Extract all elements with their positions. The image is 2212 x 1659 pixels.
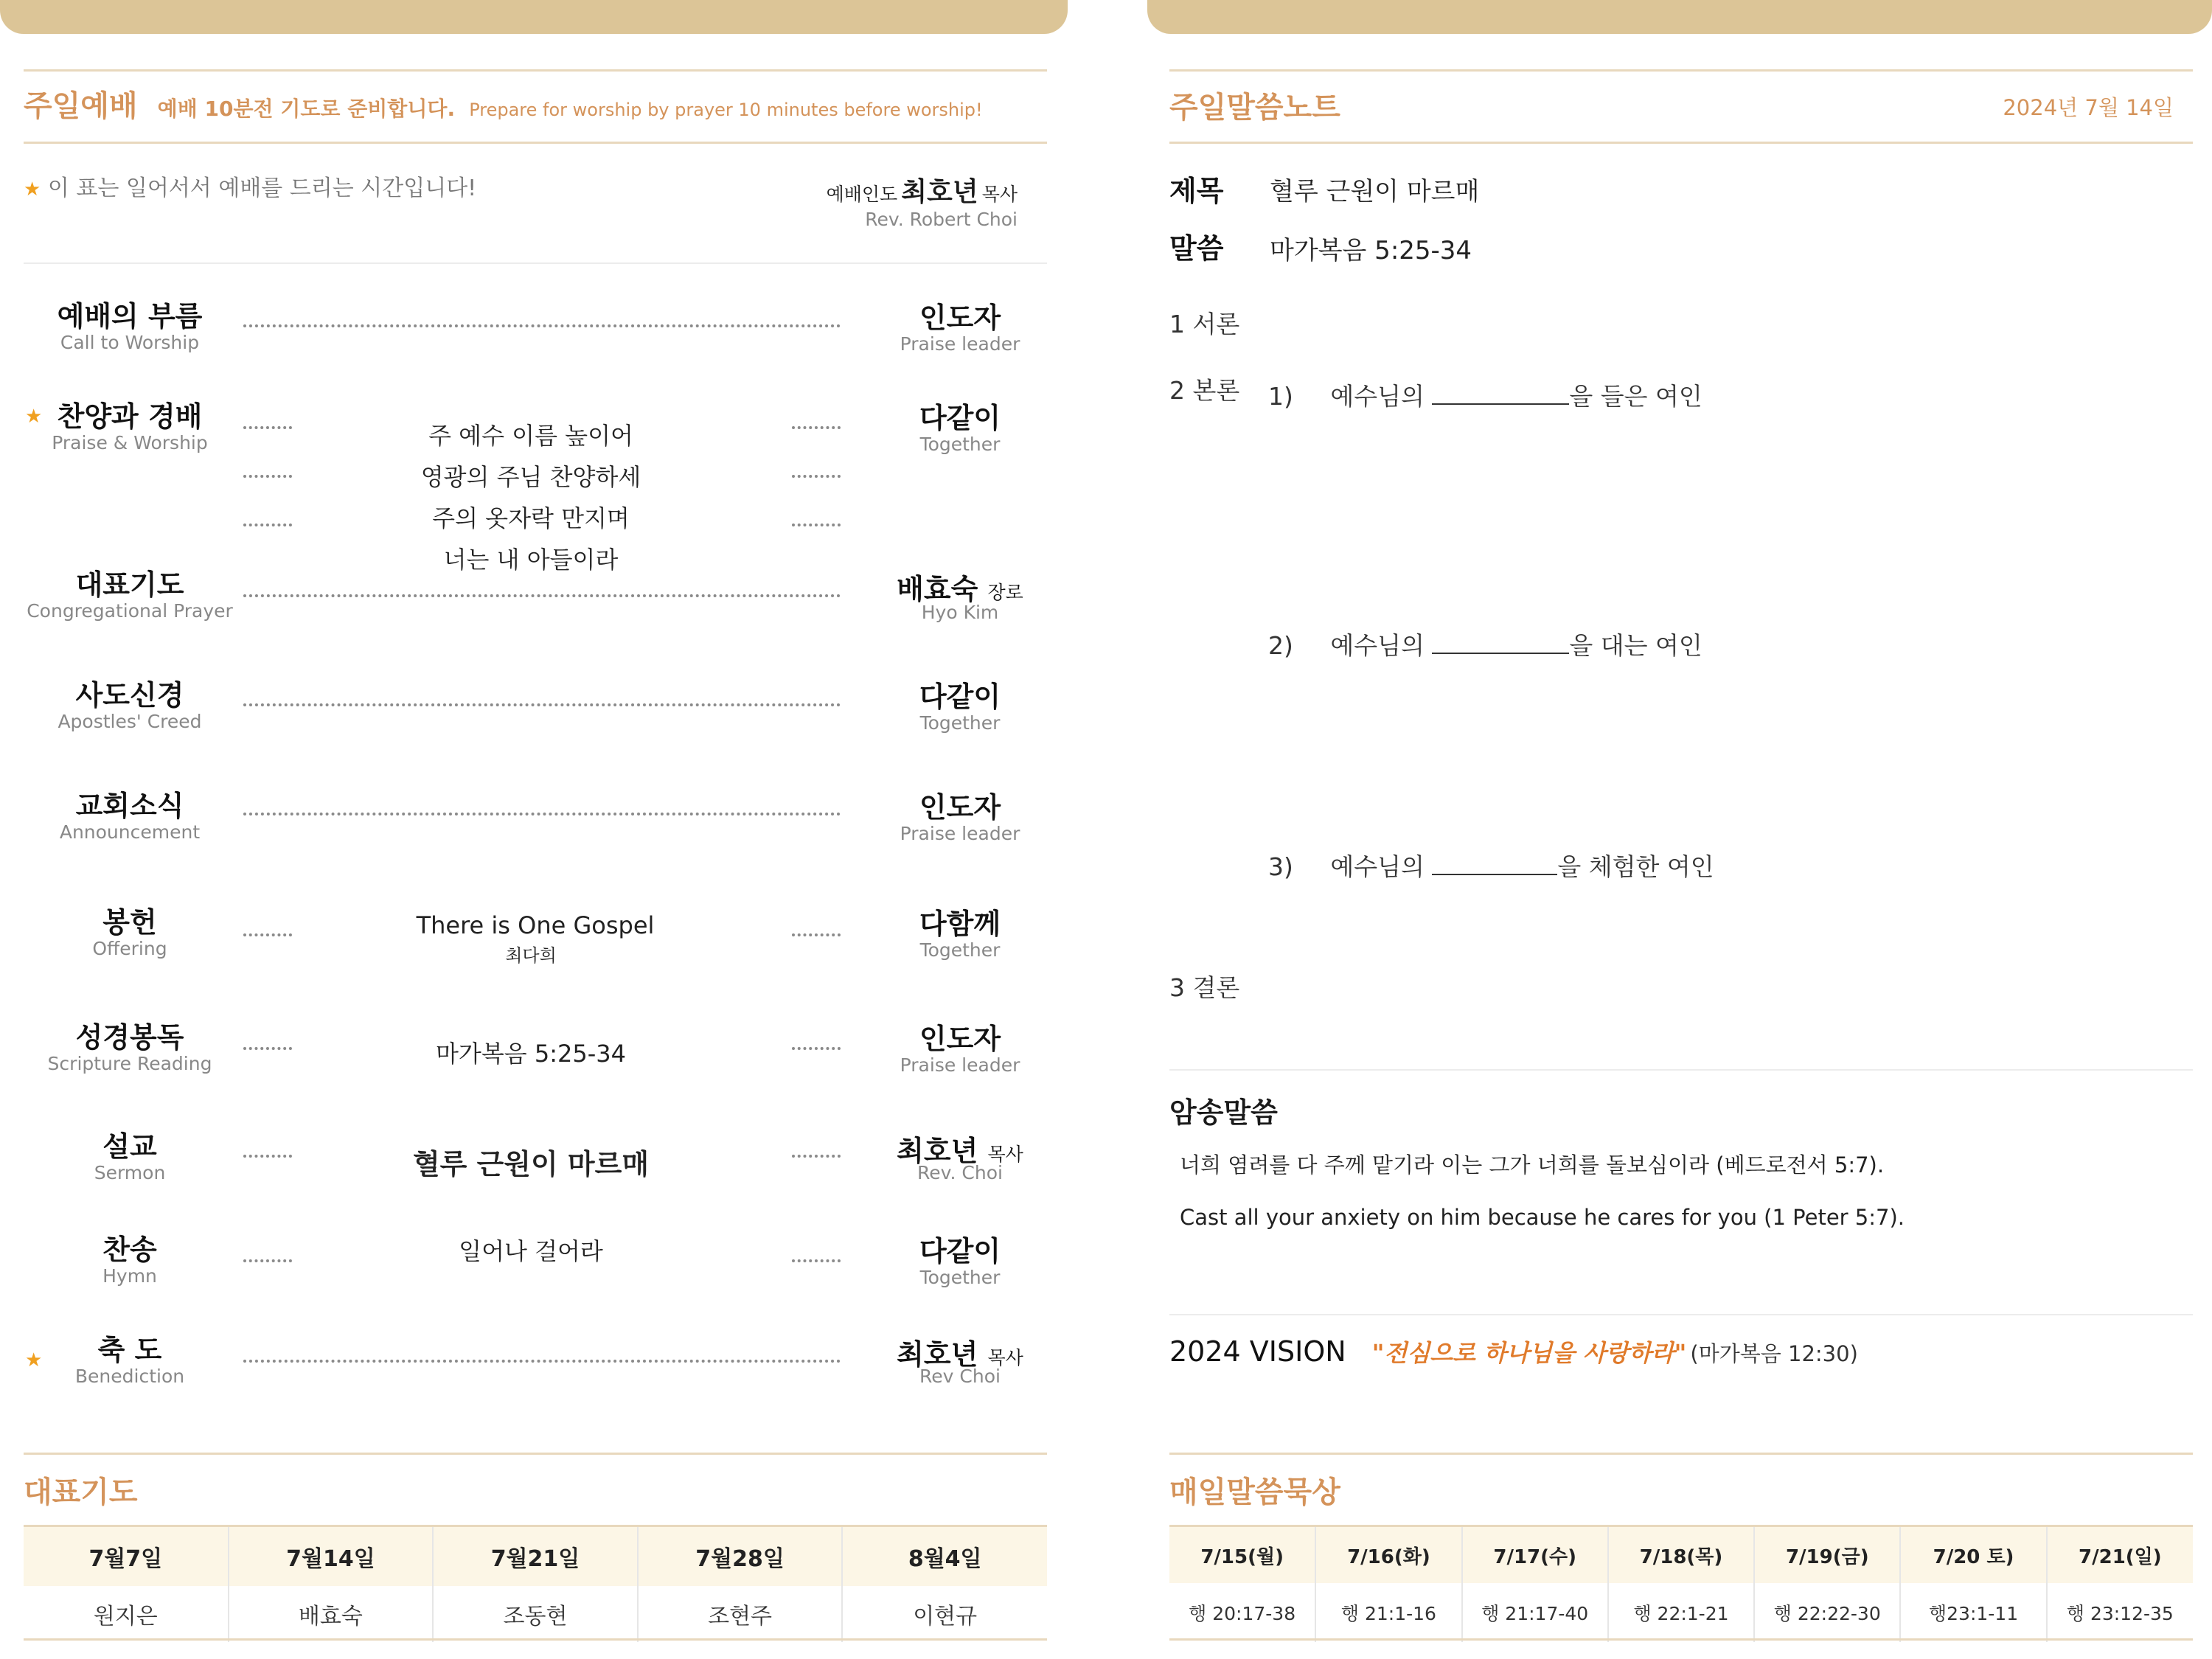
order-right-eng: Together <box>919 434 1001 455</box>
order-kor: 대표기도 <box>75 568 184 601</box>
order-kor: 설교 <box>102 1130 157 1163</box>
right-top-tab <box>1147 0 2212 34</box>
dot-leader <box>243 703 841 706</box>
table-cell: 배효숙 <box>229 1586 434 1642</box>
order-kor: 찬양과 경배 <box>57 400 203 433</box>
table-cell: 7/17(수) <box>1462 1527 1608 1583</box>
dot-leader <box>792 933 841 936</box>
table-cell: 7/19(금) <box>1754 1527 1900 1583</box>
worship-header <box>24 83 983 125</box>
order-right <box>879 566 1041 607</box>
order-right-eng: Praise leader <box>900 823 1020 844</box>
divider <box>1169 142 2193 144</box>
order-right: 다같이 <box>919 402 1001 434</box>
table-cell: 행 21:1-16 <box>1315 1583 1461 1642</box>
order-kor: 봉헌 <box>102 906 157 939</box>
table-cell: 7월28일 <box>638 1527 843 1586</box>
order-right: 인도자 <box>919 302 1001 334</box>
dot-leader <box>243 324 841 327</box>
scripture-label: 말씀 <box>1169 232 1224 265</box>
order-eng: Hymn <box>102 1265 157 1287</box>
item-number: 1) <box>1268 382 1293 411</box>
dot-leader <box>792 1155 841 1158</box>
star-icon: ★ <box>24 178 41 201</box>
table-cell: 7월7일 <box>24 1527 229 1586</box>
right-title: 목사 <box>987 1347 1023 1368</box>
divider <box>1169 1069 2193 1071</box>
item-before: 예수님의 <box>1330 852 1425 881</box>
prayer-schedule-table <box>24 1527 1047 1642</box>
order-right-eng: Praise leader <box>900 333 1020 355</box>
table-cell: 이현규 <box>913 1604 978 1630</box>
order-kor: 찬송 <box>102 1234 157 1266</box>
song-title: 주의 옷자락 만지며 <box>432 504 630 532</box>
worship-subtitle: 예배 10분전 기도로 준비합니다. <box>157 97 456 121</box>
table-cell: 행 22:22-30 <box>1754 1583 1900 1642</box>
order-kor: 축 도 <box>97 1334 162 1366</box>
order-eng: Apostles' Creed <box>58 711 202 732</box>
dot-leader <box>243 524 292 526</box>
dot-leader <box>792 475 841 478</box>
dot-leader <box>243 594 841 597</box>
standing-note-text: 이 표는 일어서서 예배를 드리는 시간입니다! <box>47 175 477 201</box>
memory-verse-english: Cast all your anxiety on him because he cares for you (1 Peter 5:7). <box>1180 1205 1905 1230</box>
scripture-value: 마가복음 5:25-34 <box>1270 236 1472 265</box>
divider <box>1169 1638 2193 1641</box>
table-row <box>24 1586 1047 1642</box>
memory-verse-korean: 너희 염려를 다 주께 맡기라 이는 그가 너희를 돌보심이라 (베드로전서 5:7). <box>1180 1152 1885 1178</box>
order-right-eng: Rev Choi <box>919 1366 1001 1387</box>
order-right-eng: Rev. Choi <box>917 1162 1003 1183</box>
order-eng: Congregational Prayer <box>27 600 233 622</box>
table-cell: 행 22:1-21 <box>1608 1583 1754 1642</box>
vision-reference: (마가복음 12:30) <box>1690 1341 1858 1366</box>
star-icon: ★ <box>25 1349 43 1371</box>
scripture-reference: 마가복음 5:25-34 <box>436 1040 626 1068</box>
order-eng: Call to Worship <box>60 332 200 353</box>
dot-leader <box>243 1360 841 1363</box>
table-cell: 조동현 <box>433 1586 638 1642</box>
left-top-tab <box>0 0 1068 34</box>
divider <box>24 142 1047 144</box>
dot-leader <box>792 426 841 429</box>
item-after: 을 체험한 여인 <box>1557 852 1714 881</box>
order-right-eng: Together <box>919 1267 1001 1288</box>
item-after: 을 대는 여인 <box>1569 631 1703 660</box>
order-eng: Scripture Reading <box>47 1053 212 1074</box>
order-eng: Benediction <box>74 1366 185 1387</box>
item-number: 3) <box>1268 852 1293 881</box>
song-title: 주 예수 이름 높이어 <box>428 422 633 450</box>
sermon-title: 혈루 근원이 마르매 <box>412 1148 650 1180</box>
outline-body: 2 본론 <box>1169 376 1240 405</box>
order-eng: Offering <box>92 938 167 959</box>
dot-leader <box>792 1047 841 1050</box>
table-header-row <box>24 1527 1047 1586</box>
order-right: 다함께 <box>919 908 1001 940</box>
offering-song: There is One Gospel <box>416 911 655 939</box>
outline-item <box>1268 627 1703 661</box>
divider <box>1169 1453 2193 1455</box>
divider <box>24 1453 1047 1455</box>
order-right: 다같이 <box>919 681 1001 713</box>
order-kor: 사도신경 <box>75 679 184 712</box>
order-right: 다같이 <box>919 1235 1001 1267</box>
fill-in-blank <box>1432 852 1557 875</box>
outline-item <box>1268 378 1703 412</box>
table-cell: 7/15(월) <box>1169 1527 1315 1583</box>
worship-leader <box>827 171 1018 230</box>
order-eng: Announcement <box>59 821 201 843</box>
leader-eng: Rev. Robert Choi <box>865 209 1018 230</box>
right-title: 목사 <box>987 1144 1023 1165</box>
table-cell: 7월21일 <box>433 1527 638 1586</box>
item-before: 예수님의 <box>1330 631 1425 660</box>
order-right-eng: Praise leader <box>900 1054 1020 1076</box>
table-cell: 7/18(목) <box>1608 1527 1754 1583</box>
dot-leader <box>243 426 292 429</box>
table-cell: 7/16(화) <box>1315 1527 1461 1583</box>
leader-role: 예배인도 <box>826 184 898 205</box>
divider <box>24 1638 1047 1641</box>
subject-label: 제목 <box>1169 175 1224 207</box>
song-title: 너는 내 아들이라 <box>443 546 619 574</box>
offering-performer: 최다희 <box>505 945 557 966</box>
table-header-row <box>1169 1527 2193 1583</box>
item-after: 을 들은 여인 <box>1569 382 1703 411</box>
leader-name: 최호년 <box>901 177 978 207</box>
order-kor: 성경봉독 <box>75 1021 184 1054</box>
dot-leader <box>243 1155 292 1158</box>
vision-quote: "전심으로 하나님을 사랑하라" <box>1371 1339 1687 1367</box>
right-title: 장로 <box>987 582 1023 603</box>
table-cell: 조현주 <box>638 1586 843 1642</box>
notes-title: 주일말씀노트 <box>1169 91 1340 125</box>
table-cell: 행23:1-11 <box>1900 1583 2046 1642</box>
dot-leader <box>243 933 292 936</box>
right-name: 배효숙 <box>897 573 978 605</box>
table-cell: 8월4일 <box>842 1527 1047 1586</box>
item-number: 2) <box>1268 631 1293 660</box>
song-title: 영광의 주님 찬양하세 <box>420 463 641 491</box>
table-cell: 원지은 <box>24 1586 229 1642</box>
table-cell: 7월14일 <box>229 1527 434 1586</box>
standing-note <box>24 170 476 202</box>
item-before: 예수님의 <box>1330 382 1425 411</box>
vision-statement <box>1169 1335 1858 1368</box>
fill-in-blank <box>1432 630 1569 654</box>
order-eng: Praise & Worship <box>52 432 208 453</box>
leader-title: 목사 <box>981 184 1018 205</box>
dot-leader <box>243 1047 292 1050</box>
order-right-eng: Together <box>919 939 1001 961</box>
outline-conclusion: 3 결론 <box>1169 973 1240 1002</box>
divider <box>24 69 1047 72</box>
order-kor: 예배의 부름 <box>57 300 203 333</box>
memory-verse-title: 암송말씀 <box>1169 1096 1278 1129</box>
table-cell: 7/20 토) <box>1900 1527 2046 1583</box>
outline-intro: 1 서론 <box>1169 310 1240 338</box>
order-kor: 교회소식 <box>75 790 184 822</box>
dot-leader <box>243 475 292 478</box>
worship-subtitle-en: Prepare for worship by prayer 10 minutes before worship! <box>469 100 983 120</box>
table-cell: 행 21:17-40 <box>1462 1583 1608 1642</box>
right-name: 최호년 <box>897 1338 978 1371</box>
daily-reading-table <box>1169 1527 2193 1642</box>
hymn-title: 일어나 걸어라 <box>459 1237 603 1265</box>
order-eng: Sermon <box>94 1162 166 1183</box>
dot-leader <box>243 1259 292 1262</box>
outline-item <box>1268 848 1714 883</box>
table-cell: 7/21(일) <box>2047 1527 2193 1583</box>
section-title: 주일예배 <box>24 89 138 123</box>
prayer-section-title: 대표기도 <box>24 1475 138 1509</box>
subject-value: 혈루 근원이 마르매 <box>1270 177 1480 206</box>
divider <box>1169 1314 2193 1315</box>
divider <box>24 262 1047 264</box>
dot-leader <box>792 1259 841 1262</box>
dot-leader <box>792 524 841 526</box>
fill-in-blank <box>1432 381 1569 405</box>
star-icon: ★ <box>25 406 43 428</box>
order-right-eng: Together <box>919 712 1001 734</box>
divider <box>1169 69 2193 72</box>
notes-date: 2024년 7월 14일 <box>2003 95 2174 120</box>
table-row <box>1169 1583 2193 1642</box>
daily-reading-title: 매일말씀묵상 <box>1169 1475 1340 1509</box>
order-right: 인도자 <box>919 1023 1001 1055</box>
table-cell: 행 23:12-35 <box>2066 1603 2174 1624</box>
vision-label: 2024 VISION <box>1169 1335 1346 1368</box>
order-right-eng: Hyo Kim <box>921 602 999 623</box>
right-name: 최호년 <box>897 1135 978 1167</box>
order-right: 인도자 <box>919 791 1001 824</box>
dot-leader <box>243 813 841 815</box>
table-cell: 행 20:17-38 <box>1169 1583 1315 1642</box>
